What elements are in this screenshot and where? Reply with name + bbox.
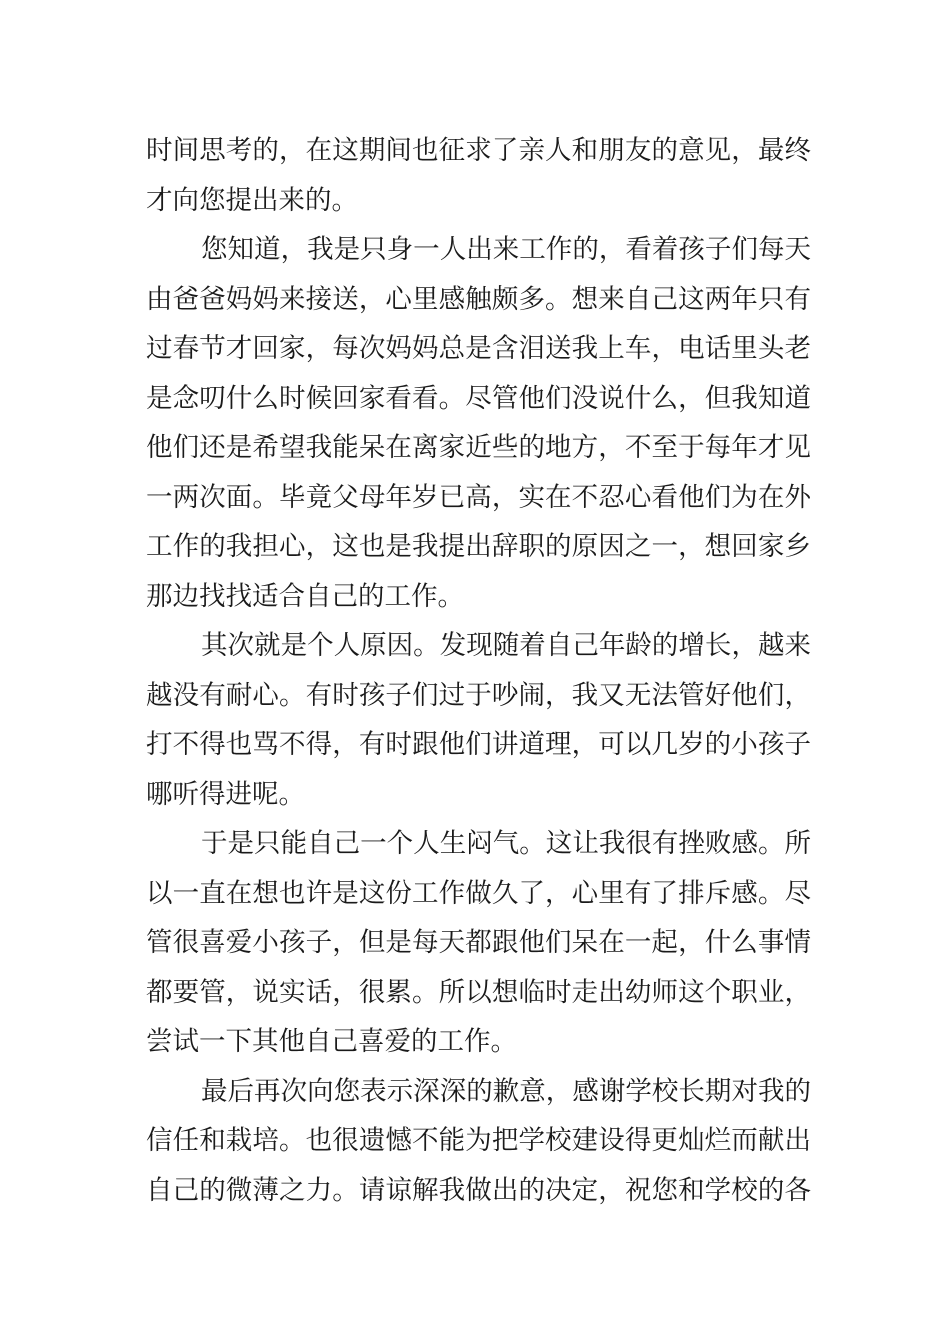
paragraph [146, 1067, 811, 1216]
paragraph [146, 126, 811, 225]
text-line: 他们还是希望我能呆在离家近些的地方，不至于每年才见 [146, 432, 811, 463]
text-line: 时间思考的，在这期间也征求了亲人和朋友的意见，最终 [146, 135, 811, 166]
text-line: 过春节才回家，每次妈妈总是含泪送我上车，电话里头老 [146, 333, 811, 364]
text-line: 尝试一下其他自己喜爱的工作。 [146, 1026, 517, 1057]
text-line: 由爸爸妈妈来接送，心里感触颇多。想来自己这两年只有 [146, 283, 811, 315]
letter-body [146, 126, 811, 1215]
text-line: 其次就是个人原因。发现随着自己年龄的增长，越来 [201, 630, 811, 661]
text-line: 才向您提出来的。 [146, 184, 358, 216]
text-line: 哪听得进呢。 [146, 778, 305, 810]
text-line: 以一直在想也许是这份工作做久了，心里有了排斥感。尽 [146, 877, 811, 909]
paragraph [146, 225, 811, 621]
text-line: 打不得也骂不得，有时跟他们讲道理，可以几岁的小孩子 [146, 729, 811, 760]
text-line: 工作的我担心，这也是我提出辞职的原因之一，想回家乡 [146, 531, 811, 562]
paragraph [146, 621, 811, 819]
text-line: 自己的微薄之力。请谅解我做出的决定，祝您和学校的各 [146, 1174, 811, 1206]
text-line: 一两次面。毕竟父母年岁已高，实在不忍心看他们为在外 [146, 481, 811, 513]
text-line: 是念叨什么时候回家看看。尽管他们没说什么，但我知道 [146, 382, 811, 414]
paragraph [146, 819, 811, 1067]
text-line: 管很喜爱小孩子，但是每天都跟他们呆在一起，什么事情 [146, 927, 811, 958]
text-line: 最后再次向您表示深深的歉意，感谢学校长期对我的 [201, 1075, 811, 1107]
text-line: 您知道，我是只身一人出来工作的，看着孩子们每天 [201, 234, 811, 265]
text-line: 于是只能自己一个人生闷气。这让我很有挫败感。所 [201, 828, 811, 859]
text-line: 都要管，说实话，很累。所以想临时走出幼师这个职业， [146, 976, 811, 1008]
text-line: 越没有耐心。有时孩子们过于吵闹，我又无法管好他们， [146, 679, 811, 711]
text-line: 那边找找适合自己的工作。 [146, 580, 464, 612]
text-line: 信任和栽培。也很遗憾不能为把学校建设得更灿烂而献出 [146, 1125, 811, 1156]
